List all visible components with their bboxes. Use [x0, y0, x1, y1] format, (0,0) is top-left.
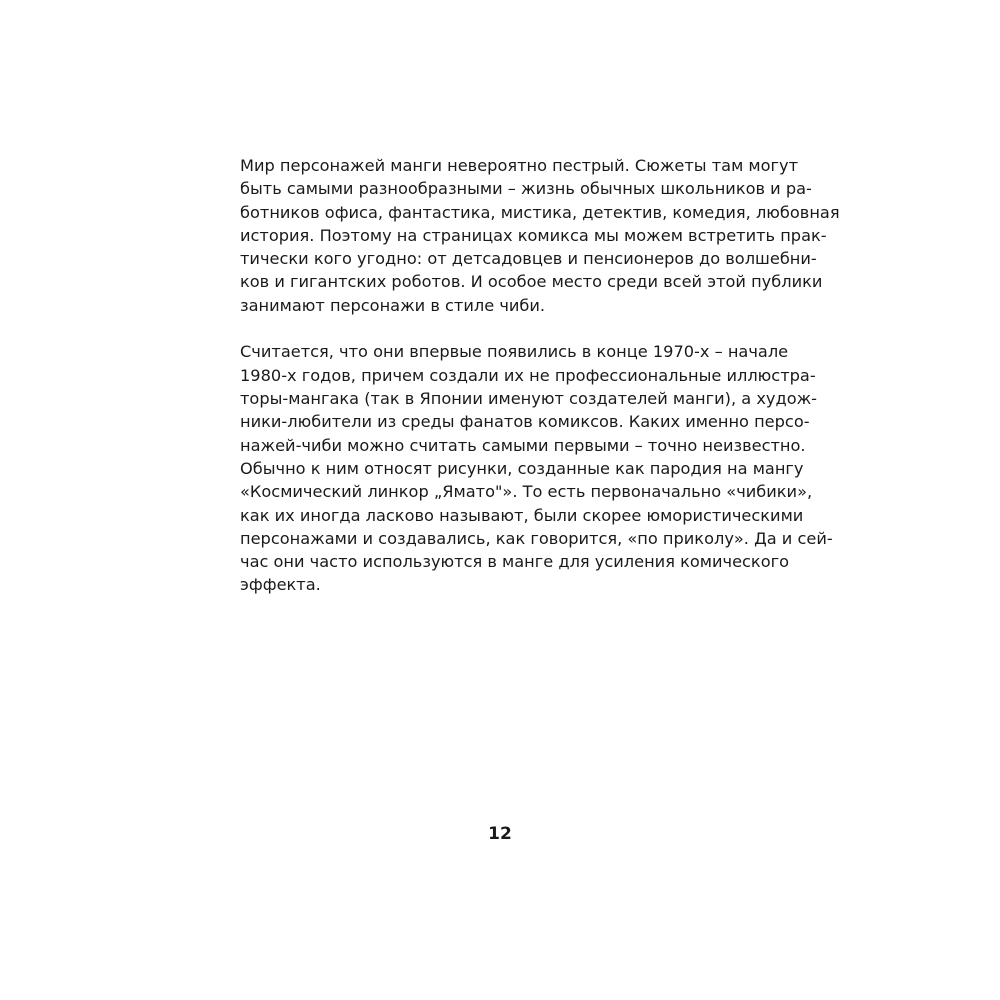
- text-line: персонажами и создавались, как говорится, «по приколу». Да и сей-: [240, 528, 833, 548]
- text-line: занимают персонажи в стиле чиби.: [240, 295, 546, 315]
- page-number: 12: [488, 824, 512, 844]
- text-line: Обычно к ним относят рисунки, созданные как пародия на мангу: [240, 458, 804, 478]
- text-line: ники-любители из среды фанатов комиксов. Каких именно персо-: [240, 412, 810, 432]
- text-line: как их иногда ласково называют, были скорее юмористическими: [240, 505, 804, 525]
- text-line: час они часто используются в манге для усиления комического: [240, 552, 790, 572]
- text-line: Мир персонажей манги невероятно пестрый. Сюжеты там могут: [240, 156, 799, 175]
- text-line: торы-мангака (так в Японии именуют создателей манги), а худож-: [240, 389, 818, 409]
- text-line: нажей-чиби можно считать самыми первыми – точно неизвестно.: [240, 435, 806, 455]
- paragraph-2: [240, 340, 833, 596]
- text-line: эффекта.: [240, 575, 321, 595]
- text-line: быть самыми разнообразными – жизнь обычных школьников и ра-: [240, 179, 812, 199]
- text-line: тически кого угодно: от детсадовцев и пенсионеров до волшебни-: [240, 249, 817, 269]
- body-text: [240, 154, 840, 597]
- paragraph-1: [240, 154, 840, 317]
- text-line: «Космический линкор „Ямато"». То есть первоначально «чибики»,: [240, 482, 813, 502]
- text-line: ков и гигантских роботов. И особое место среди всей этой публики: [240, 272, 823, 292]
- text-line: Считается, что они впервые появились в конце 1970-х – начале: [240, 342, 789, 362]
- text-line: ботников офиса, фантастика, мистика, детектив, комедия, любовная: [240, 202, 840, 222]
- text-line: история. Поэтому на страницах комикса мы можем встретить прак-: [240, 225, 827, 245]
- text-line: 1980-х годов, причем создали их не профессиональные иллюстра-: [240, 365, 816, 385]
